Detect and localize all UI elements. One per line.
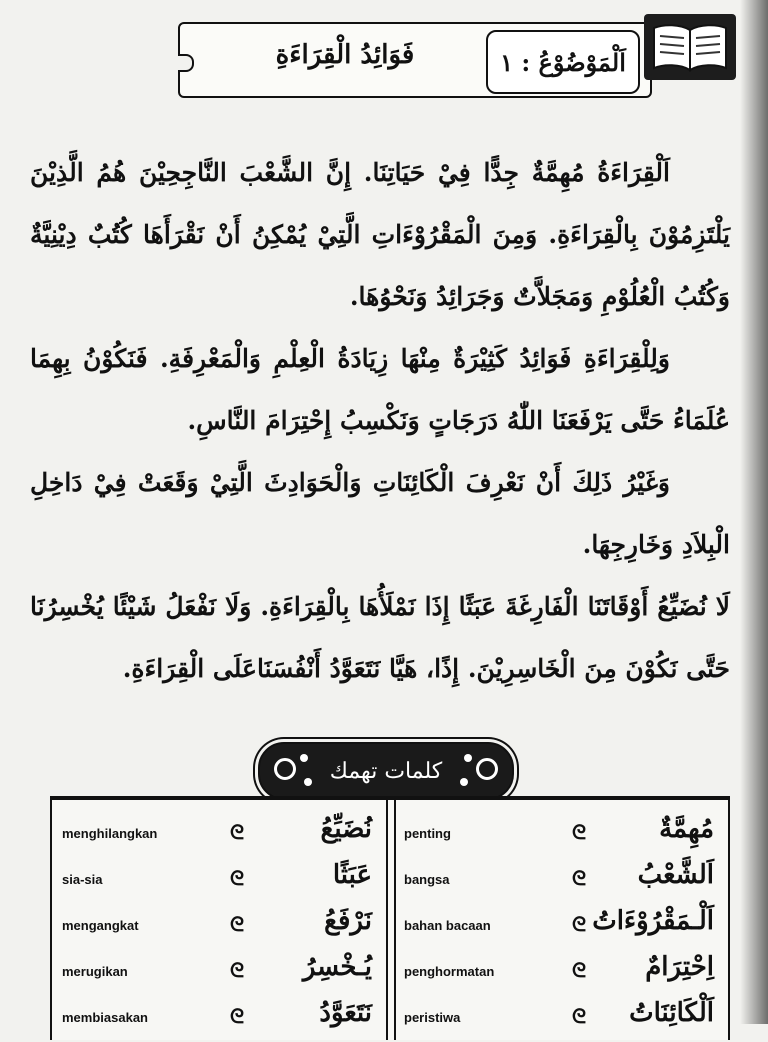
banner-dot bbox=[304, 778, 312, 786]
vocab-word: عَبَثًا bbox=[332, 860, 372, 890]
paragraph-2: وَلِلْقِرَاءَةِ فَوَائِدُ كَثِيْرَةٌ مِنْهَا زِيَادَةُ الْعِلْمِ وَالْمَعْرِفَةِ. فَنَكُوْنُ بِهِمَا عُلَمَاءُ حَتَّى يَرْفَعَنَا اللّٰهُ دَرَجَاتٍ وَنَكْسِبُ إِحْتِرَامَ النَّاسِ. bbox=[30, 344, 730, 435]
vocab-heading: كلمات تهمك bbox=[329, 758, 443, 784]
banner-dot bbox=[464, 754, 472, 762]
vocab-gloss: merugikan bbox=[62, 964, 128, 979]
header-notch bbox=[178, 54, 194, 72]
vocab-gloss: penting bbox=[404, 826, 451, 841]
vocab-row bbox=[394, 858, 724, 904]
paragraph-3: وَغَيْرُ ذَلِكَ أَنْ نَعْرِفَ الْكَائِنَاتِ وَالْحَوَادِثَ الَّتِيْ وَقَعَتْ فِيْ دَاخِلِ الْبِلاَدِ وَخَارِجِهَا. bbox=[30, 468, 730, 559]
separator-glyph: ᘓ bbox=[230, 958, 245, 982]
separator-glyph: ᘓ bbox=[230, 1004, 245, 1028]
vocab-row bbox=[394, 904, 724, 950]
vocab-banner bbox=[258, 742, 514, 800]
vocab-row bbox=[52, 904, 382, 950]
paragraph-1: اَلْقِرَاءَةُ مُهِمَّةٌ جِدًّا فِيْ حَيَاتِنَا. إِنَّ الشَّعْبَ النَّاجِحِيْنَ هُمُ الَّذِيْنَ يَلْتَزِمُوْنَ بِالْقِرَاءَةِ. وَمِنَ الْمَقْرُوْءَاتِ الَّتِيْ يُمْكِنُ أَنْ نَقْرَأَهَا كُتُبٌ دِيْنِيَّةٌ وَكُتُبُ الْعُلُوْمِ وَمَجَلاَّتٌ وَجَرَائِدُ وَنَحْوُهَا. bbox=[30, 158, 730, 311]
vocab-word: اَلشَّعْبُ bbox=[637, 860, 714, 890]
separator-glyph: ᘓ bbox=[230, 912, 245, 936]
separator-glyph: ᘓ bbox=[572, 912, 587, 936]
page-edge-shadow bbox=[740, 0, 768, 1024]
vocab-gloss: membiasakan bbox=[62, 1010, 148, 1025]
separator-glyph: ᘓ bbox=[230, 820, 245, 844]
vocab-gloss: bahan bacaan bbox=[404, 918, 491, 933]
vocab-row bbox=[394, 812, 724, 858]
vocabulary-table bbox=[50, 796, 730, 1040]
banner-ornament-left bbox=[274, 758, 296, 780]
separator-glyph: ᘓ bbox=[572, 866, 587, 890]
vocab-word: نَتَعَوَّدُ bbox=[319, 998, 372, 1028]
vocab-gloss: sia-sia bbox=[62, 872, 103, 887]
vocab-gloss: bangsa bbox=[404, 872, 450, 887]
vocab-word: اَلْـمَقْرُوْءَاتُ bbox=[592, 906, 714, 936]
banner-dot bbox=[300, 754, 308, 762]
vocab-word: نُضَيِّعُ bbox=[320, 814, 372, 844]
vocab-word: يُـخْسِرُ bbox=[302, 952, 372, 982]
vocab-row bbox=[52, 996, 382, 1042]
separator-glyph: ᘓ bbox=[572, 820, 587, 844]
lesson-title: فَوَائِدُ الْقِرَاءَةِ bbox=[275, 40, 415, 70]
vocab-gloss: peristiwa bbox=[404, 1010, 461, 1025]
vocab-row bbox=[52, 858, 382, 904]
vocab-gloss: menghilangkan bbox=[62, 826, 158, 841]
vocab-row bbox=[394, 950, 724, 996]
vocab-word: نَرْفَعُ bbox=[324, 906, 372, 936]
open-book-icon bbox=[644, 14, 736, 80]
banner-ornament-right bbox=[476, 758, 498, 780]
separator-glyph: ᘓ bbox=[572, 958, 587, 982]
topic-number-label: اَلْمَوْضُوْعُ : ١ bbox=[486, 30, 640, 94]
separator-glyph: ᘓ bbox=[230, 866, 245, 890]
vocab-row bbox=[52, 950, 382, 996]
separator-glyph: ᘓ bbox=[572, 1004, 587, 1028]
paragraph-4: لَا نُضَيِّعُ أَوْقَاتَنَا الْفَارِغَةَ عَبَثًا إِذَا نَمْلَأُهَا بِالْقِرَاءَةِ. وَلَا نَفْعَلُ شَيْئًا يُخْسِرُنَا حَتَّى نَكُوْنَ مِنَ الْخَاسِرِيْنَ. إِذًا، هَيَّا نَتَعَوَّدُ أَنْفُسَنَاعَلَى الْقِرَاءَةِ. bbox=[30, 592, 730, 683]
banner-dot bbox=[460, 778, 468, 786]
vocab-row bbox=[394, 996, 724, 1042]
reading-passage bbox=[30, 142, 730, 700]
vocab-row bbox=[52, 812, 382, 858]
vocab-word: اَلْكَائِنَاتُ bbox=[629, 998, 714, 1028]
lesson-header bbox=[178, 22, 652, 98]
vocab-word: مُهِمَّةٌ bbox=[659, 814, 714, 844]
vocab-word: اِحْتِرَامٌ bbox=[645, 952, 714, 982]
vocab-gloss: mengangkat bbox=[62, 918, 139, 933]
vocab-gloss: penghormatan bbox=[404, 964, 495, 979]
